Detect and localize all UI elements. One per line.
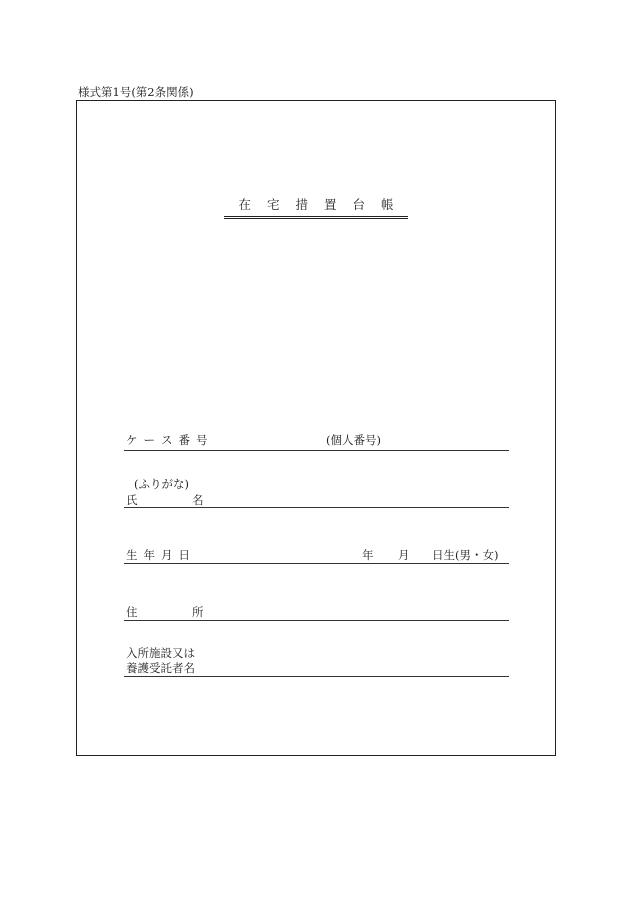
birthdate-row xyxy=(124,547,509,564)
case-number-label: ケ ー ス 番 号 xyxy=(126,433,208,447)
title-char: 台 xyxy=(352,197,366,212)
title-char: 措 xyxy=(295,197,308,212)
name-row xyxy=(124,476,509,508)
address-label-second: 所 xyxy=(192,605,204,619)
birth-year-label: 年 xyxy=(362,548,374,562)
address-label-first: 住 xyxy=(126,605,138,619)
furigana-label: (ふりがな) xyxy=(134,477,189,491)
address-row xyxy=(124,604,509,621)
birthdate-label: 生 年 月 日 xyxy=(126,548,190,562)
individual-number-label: (個人番号) xyxy=(326,433,381,447)
facility-row xyxy=(124,645,509,677)
form-number: 様式第1号(第2条関係) xyxy=(78,85,194,99)
facility-label-line1: 入所施設又は xyxy=(126,646,195,660)
birth-month-label: 月 xyxy=(398,548,410,562)
facility-label-line2: 養護受託者名 xyxy=(126,661,195,675)
name-label-first: 氏 xyxy=(126,493,138,507)
case-number-row xyxy=(124,432,509,451)
title-char: 宅 xyxy=(266,197,280,212)
title-char: 置 xyxy=(324,197,337,212)
title-char: 帳 xyxy=(381,197,394,212)
title-char: 在 xyxy=(238,197,251,212)
birth-day-sex-label: 日生(男・女) xyxy=(432,548,499,562)
document-title xyxy=(224,195,408,219)
name-label-second: 名 xyxy=(192,493,204,507)
